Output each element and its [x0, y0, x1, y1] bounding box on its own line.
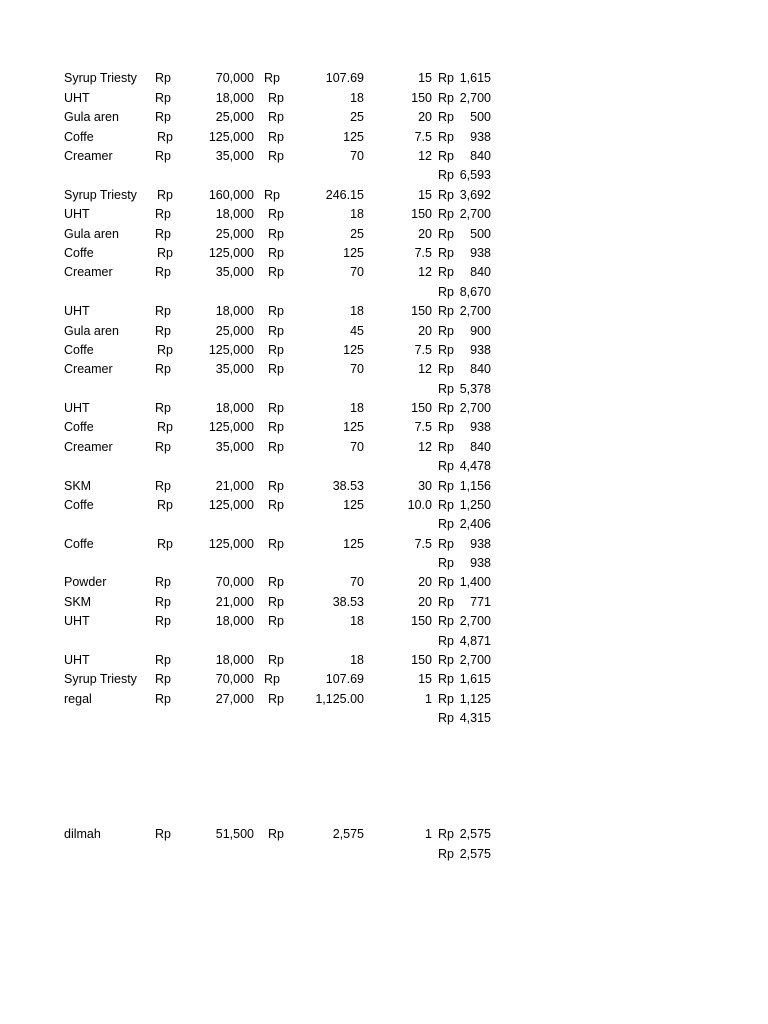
currency-label: Rp	[155, 149, 171, 163]
currency-label: Rp	[438, 246, 454, 260]
subtotal-value: 2,406	[459, 517, 491, 531]
item-cost: 840	[470, 149, 491, 163]
subtotal-row	[0, 283, 768, 302]
item-cost: 500	[470, 110, 491, 124]
subtotal-value: 938	[470, 556, 491, 570]
unit-cost: 107.69	[325, 672, 364, 686]
currency-label: Rp	[438, 459, 454, 473]
item-quantity: 20	[418, 110, 432, 124]
item-row	[0, 302, 768, 321]
unit-cost: 18	[350, 614, 364, 628]
currency-label: Rp	[268, 110, 284, 124]
currency-label: Rp	[155, 440, 171, 454]
currency-label: Rp	[438, 634, 454, 648]
item-price: 35,000	[215, 440, 254, 454]
currency-label: Rp	[155, 324, 171, 338]
unit-cost: 107.69	[325, 71, 364, 85]
currency-label: Rp	[438, 711, 454, 725]
item-price: 18,000	[215, 401, 254, 415]
item-quantity: 10.0	[407, 498, 432, 512]
item-cost: 840	[470, 265, 491, 279]
currency-label: Rp	[157, 246, 173, 260]
unit-cost: 18	[350, 304, 364, 318]
currency-label: Rp	[268, 207, 284, 221]
unit-cost: 18	[350, 653, 364, 667]
currency-label: Rp	[438, 614, 454, 628]
item-row	[0, 612, 768, 631]
currency-label: Rp	[438, 498, 454, 512]
item-row	[0, 418, 768, 437]
item-name: Gula aren	[64, 110, 119, 124]
item-row	[0, 438, 768, 457]
item-row	[0, 89, 768, 108]
currency-label: Rp	[268, 614, 284, 628]
currency-label: Rp	[438, 304, 454, 318]
currency-label: Rp	[268, 420, 284, 434]
item-name: Powder	[64, 575, 107, 589]
currency-label: Rp	[155, 227, 171, 241]
item-quantity: 150	[411, 614, 432, 628]
item-name: Syrup Triesty	[64, 672, 137, 686]
unit-cost: 45	[350, 324, 364, 338]
item-name: UHT	[64, 304, 90, 318]
item-row	[0, 360, 768, 379]
currency-label: Rp	[438, 382, 454, 396]
item-cost: 938	[470, 537, 491, 551]
item-name: Coffe	[64, 343, 94, 357]
currency-label: Rp	[438, 537, 454, 551]
currency-label: Rp	[155, 575, 171, 589]
item-row	[0, 244, 768, 263]
currency-label: Rp	[155, 672, 171, 686]
item-cost: 840	[470, 362, 491, 376]
item-cost: 2,700	[459, 614, 491, 628]
item-name: Coffe	[64, 130, 94, 144]
subtotal-row	[0, 515, 768, 534]
item-cost: 1,615	[459, 672, 491, 686]
currency-label: Rp	[155, 653, 171, 667]
currency-label: Rp	[268, 265, 284, 279]
unit-cost: 70	[350, 362, 364, 376]
item-cost: 1,156	[459, 479, 491, 493]
currency-label: Rp	[268, 498, 284, 512]
currency-label: Rp	[264, 71, 280, 85]
item-price: 70,000	[215, 71, 254, 85]
item-name: Syrup Triesty	[64, 71, 137, 85]
unit-cost: 125	[343, 498, 364, 512]
item-cost: 771	[470, 595, 491, 609]
currency-label: Rp	[268, 130, 284, 144]
item-cost: 1,615	[459, 71, 491, 85]
item-price: 70,000	[215, 672, 254, 686]
item-cost: 2,575	[459, 827, 491, 841]
subtotal-value: 4,478	[459, 459, 491, 473]
unit-cost: 125	[343, 343, 364, 357]
currency-label: Rp	[155, 827, 171, 841]
item-row	[0, 147, 768, 166]
item-row	[0, 496, 768, 515]
currency-label: Rp	[268, 343, 284, 357]
currency-label: Rp	[438, 692, 454, 706]
item-quantity: 15	[418, 672, 432, 686]
currency-label: Rp	[155, 692, 171, 706]
item-cost: 2,700	[459, 304, 491, 318]
item-price: 27,000	[215, 692, 254, 706]
item-name: Syrup Triesty	[64, 188, 137, 202]
item-row	[0, 651, 768, 670]
item-name: UHT	[64, 614, 90, 628]
item-price: 125,000	[208, 498, 254, 512]
item-name: dilmah	[64, 827, 101, 841]
currency-label: Rp	[155, 91, 171, 105]
item-row	[0, 825, 768, 844]
item-cost: 1,125	[459, 692, 491, 706]
item-quantity: 12	[418, 265, 432, 279]
item-quantity: 20	[418, 324, 432, 338]
currency-label: Rp	[438, 440, 454, 454]
subtotal-value: 6,593	[459, 168, 491, 182]
currency-label: Rp	[268, 479, 284, 493]
currency-label: Rp	[438, 207, 454, 221]
item-name: Gula aren	[64, 324, 119, 338]
item-row	[0, 593, 768, 612]
currency-label: Rp	[438, 517, 454, 531]
item-price: 35,000	[215, 265, 254, 279]
subtotal-row	[0, 554, 768, 573]
currency-label: Rp	[438, 265, 454, 279]
item-quantity: 150	[411, 401, 432, 415]
item-price: 18,000	[215, 614, 254, 628]
item-price: 18,000	[215, 653, 254, 667]
item-quantity: 20	[418, 227, 432, 241]
item-cost: 938	[470, 246, 491, 260]
item-quantity: 15	[418, 188, 432, 202]
currency-label: Rp	[438, 324, 454, 338]
currency-label: Rp	[438, 130, 454, 144]
item-quantity: 150	[411, 653, 432, 667]
currency-label: Rp	[268, 91, 284, 105]
item-cost: 938	[470, 130, 491, 144]
item-name: Creamer	[64, 440, 113, 454]
item-row	[0, 322, 768, 341]
item-row	[0, 225, 768, 244]
item-price: 70,000	[215, 575, 254, 589]
item-cost: 3,692	[459, 188, 491, 202]
item-row	[0, 205, 768, 224]
currency-label: Rp	[438, 362, 454, 376]
item-cost: 2,700	[459, 653, 491, 667]
item-cost: 840	[470, 440, 491, 454]
currency-label: Rp	[157, 420, 173, 434]
item-row	[0, 670, 768, 689]
currency-label: Rp	[438, 420, 454, 434]
item-price: 160,000	[208, 188, 254, 202]
currency-label: Rp	[157, 537, 173, 551]
item-cost: 938	[470, 420, 491, 434]
currency-label: Rp	[268, 827, 284, 841]
item-price: 25,000	[215, 227, 254, 241]
item-quantity: 150	[411, 91, 432, 105]
currency-label: Rp	[438, 595, 454, 609]
item-name: Creamer	[64, 149, 113, 163]
item-price: 35,000	[215, 362, 254, 376]
currency-label: Rp	[438, 71, 454, 85]
currency-label: Rp	[157, 188, 173, 202]
currency-label: Rp	[155, 614, 171, 628]
item-name: SKM	[64, 479, 92, 493]
currency-label: Rp	[438, 227, 454, 241]
item-row	[0, 477, 768, 496]
subtotal-value: 4,871	[459, 634, 491, 648]
item-price: 18,000	[215, 207, 254, 221]
currency-label: Rp	[268, 575, 284, 589]
unit-cost: 25	[350, 110, 364, 124]
item-name: Coffe	[64, 537, 94, 551]
item-price: 125,000	[208, 130, 254, 144]
unit-cost: 25	[350, 227, 364, 241]
currency-label: Rp	[268, 324, 284, 338]
unit-cost: 38.53	[332, 479, 364, 493]
item-price: 21,000	[215, 595, 254, 609]
unit-cost: 38.53	[332, 595, 364, 609]
currency-label: Rp	[438, 672, 454, 686]
unit-cost: 125	[343, 246, 364, 260]
item-name: Creamer	[64, 362, 113, 376]
item-cost: 2,700	[459, 91, 491, 105]
unit-cost: 18	[350, 207, 364, 221]
item-quantity: 1	[425, 692, 432, 706]
item-quantity: 30	[418, 479, 432, 493]
currency-label: Rp	[155, 207, 171, 221]
currency-label: Rp	[438, 847, 454, 861]
currency-label: Rp	[155, 595, 171, 609]
subtotal-row	[0, 632, 768, 651]
item-name: Creamer	[64, 265, 113, 279]
item-quantity: 12	[418, 362, 432, 376]
currency-label: Rp	[438, 91, 454, 105]
currency-label: Rp	[268, 653, 284, 667]
currency-label: Rp	[438, 149, 454, 163]
item-price: 18,000	[215, 91, 254, 105]
item-price: 125,000	[208, 343, 254, 357]
item-name: Coffe	[64, 498, 94, 512]
currency-label: Rp	[157, 130, 173, 144]
item-quantity: 7.5	[414, 343, 432, 357]
currency-label: Rp	[268, 537, 284, 551]
item-price: 35,000	[215, 149, 254, 163]
item-name: Coffe	[64, 420, 94, 434]
item-price: 125,000	[208, 246, 254, 260]
subtotal-row	[0, 380, 768, 399]
item-quantity: 7.5	[414, 130, 432, 144]
item-name: UHT	[64, 91, 90, 105]
item-name: regal	[64, 692, 92, 706]
unit-cost: 2,575	[332, 827, 364, 841]
currency-label: Rp	[264, 672, 280, 686]
unit-cost: 125	[343, 537, 364, 551]
currency-label: Rp	[438, 343, 454, 357]
currency-label: Rp	[157, 343, 173, 357]
unit-cost: 18	[350, 91, 364, 105]
currency-label: Rp	[155, 401, 171, 415]
item-cost: 2,700	[459, 401, 491, 415]
unit-cost: 18	[350, 401, 364, 415]
unit-cost: 246.15	[325, 188, 364, 202]
item-price: 18,000	[215, 304, 254, 318]
item-cost: 1,250	[459, 498, 491, 512]
currency-label: Rp	[155, 71, 171, 85]
currency-label: Rp	[438, 479, 454, 493]
item-name: UHT	[64, 401, 90, 415]
item-price: 125,000	[208, 420, 254, 434]
item-quantity: 150	[411, 304, 432, 318]
item-quantity: 7.5	[414, 420, 432, 434]
unit-cost: 125	[343, 130, 364, 144]
currency-label: Rp	[268, 227, 284, 241]
item-cost: 2,700	[459, 207, 491, 221]
item-cost: 938	[470, 343, 491, 357]
item-row	[0, 69, 768, 88]
currency-label: Rp	[438, 401, 454, 415]
unit-cost: 70	[350, 265, 364, 279]
unit-cost: 70	[350, 575, 364, 589]
unit-cost: 1,125.00	[315, 692, 364, 706]
item-quantity: 150	[411, 207, 432, 221]
item-quantity: 12	[418, 440, 432, 454]
currency-label: Rp	[155, 110, 171, 124]
currency-label: Rp	[268, 692, 284, 706]
currency-label: Rp	[264, 188, 280, 202]
item-row	[0, 573, 768, 592]
item-quantity: 7.5	[414, 537, 432, 551]
item-row	[0, 128, 768, 147]
item-quantity: 20	[418, 595, 432, 609]
currency-label: Rp	[268, 440, 284, 454]
item-row	[0, 186, 768, 205]
item-row	[0, 263, 768, 282]
unit-cost: 125	[343, 420, 364, 434]
item-quantity: 15	[418, 71, 432, 85]
currency-label: Rp	[155, 479, 171, 493]
currency-label: Rp	[438, 110, 454, 124]
item-quantity: 12	[418, 149, 432, 163]
currency-label: Rp	[438, 556, 454, 570]
subtotal-row	[0, 457, 768, 476]
currency-label: Rp	[438, 285, 454, 299]
unit-cost: 70	[350, 440, 364, 454]
subtotal-value: 5,378	[459, 382, 491, 396]
subtotal-row	[0, 845, 768, 864]
item-row	[0, 341, 768, 360]
currency-label: Rp	[438, 168, 454, 182]
item-row	[0, 690, 768, 709]
item-row	[0, 535, 768, 554]
currency-label: Rp	[268, 401, 284, 415]
item-row	[0, 399, 768, 418]
currency-label: Rp	[268, 362, 284, 376]
currency-label: Rp	[268, 595, 284, 609]
currency-label: Rp	[438, 653, 454, 667]
currency-label: Rp	[157, 498, 173, 512]
currency-label: Rp	[438, 188, 454, 202]
currency-label: Rp	[438, 575, 454, 589]
item-row	[0, 108, 768, 127]
item-price: 25,000	[215, 110, 254, 124]
item-quantity: 20	[418, 575, 432, 589]
item-name: Coffe	[64, 246, 94, 260]
subtotal-value: 2,575	[459, 847, 491, 861]
currency-label: Rp	[155, 362, 171, 376]
currency-label: Rp	[155, 304, 171, 318]
item-price: 21,000	[215, 479, 254, 493]
item-name: SKM	[64, 595, 92, 609]
currency-label: Rp	[268, 246, 284, 260]
item-name: UHT	[64, 653, 90, 667]
item-cost: 500	[470, 227, 491, 241]
subtotal-row	[0, 166, 768, 185]
currency-label: Rp	[438, 827, 454, 841]
currency-label: Rp	[155, 265, 171, 279]
subtotal-value: 8,670	[459, 285, 491, 299]
item-cost: 900	[470, 324, 491, 338]
subtotal-row	[0, 709, 768, 728]
item-quantity: 1	[425, 827, 432, 841]
item-price: 25,000	[215, 324, 254, 338]
item-quantity: 7.5	[414, 246, 432, 260]
item-name: UHT	[64, 207, 90, 221]
item-price: 125,000	[208, 537, 254, 551]
unit-cost: 70	[350, 149, 364, 163]
item-cost: 1,400	[459, 575, 491, 589]
currency-label: Rp	[268, 149, 284, 163]
currency-label: Rp	[268, 304, 284, 318]
subtotal-value: 4,315	[459, 711, 491, 725]
item-price: 51,500	[215, 827, 254, 841]
item-name: Gula aren	[64, 227, 119, 241]
